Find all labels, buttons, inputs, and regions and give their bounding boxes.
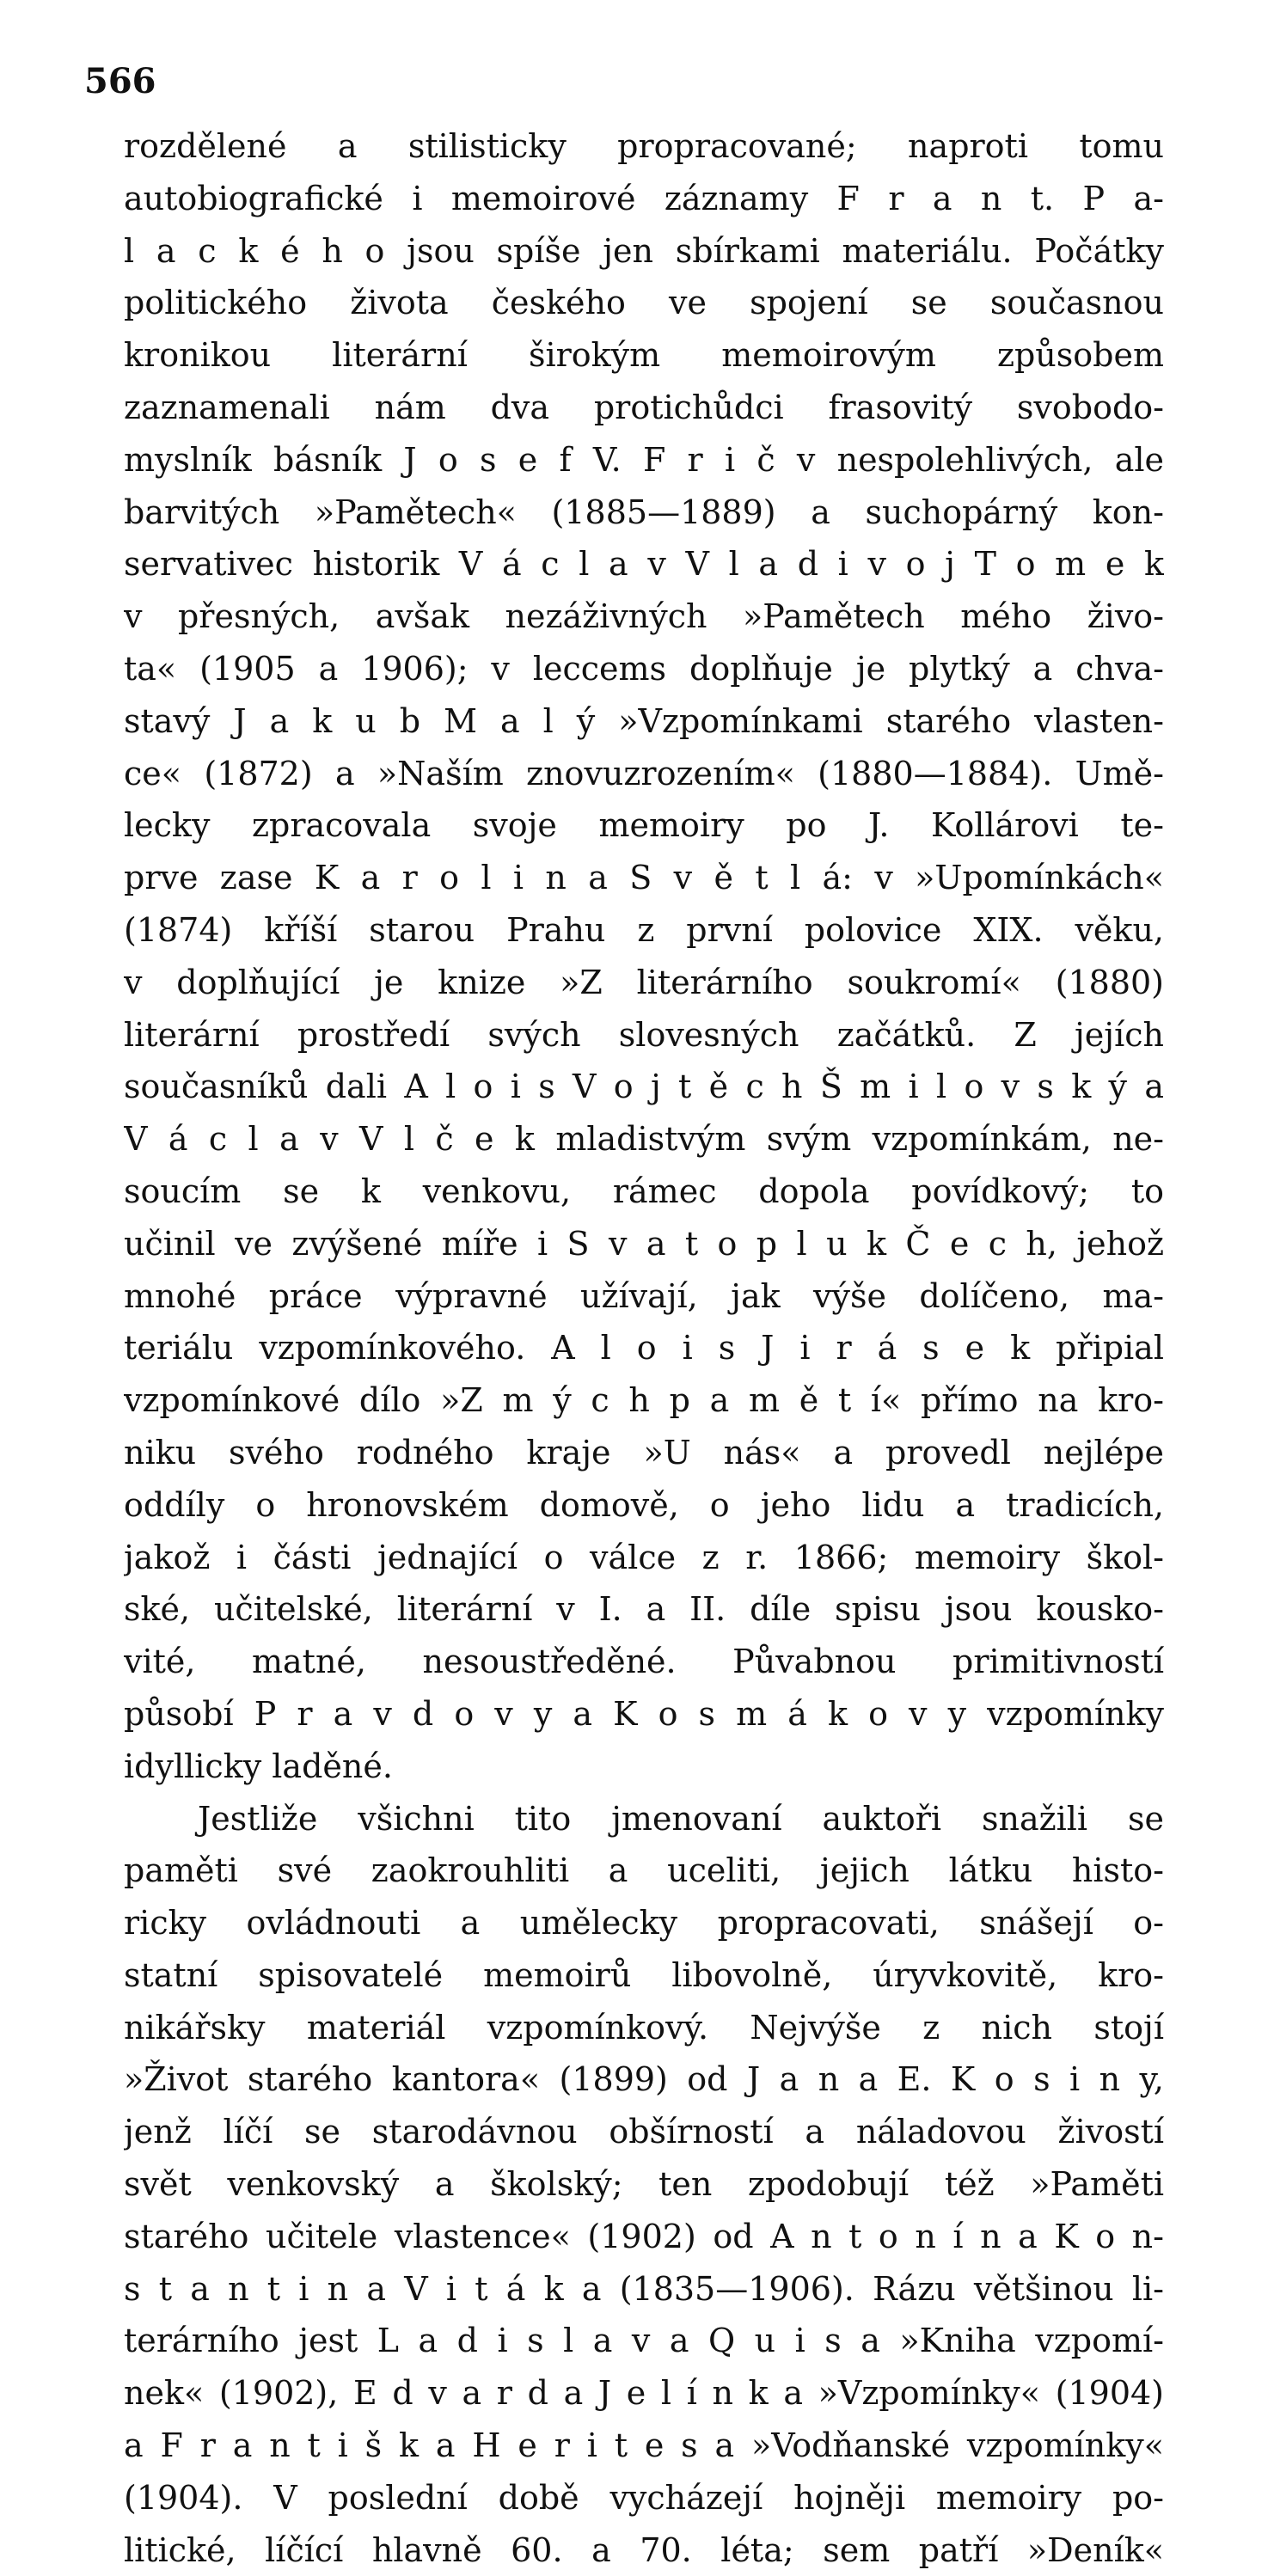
text-line: svět venkovský a školský; ten zpodobují též »Paměti [124, 2165, 1164, 2204]
text-line: vzpomínkové dílo »Z m ý c h p a m ě t í« přímo na kro- [124, 1381, 1164, 1420]
text-line: vité, matné, nesoustředěné. Půvabnou primitivností [124, 1643, 1164, 1681]
text-line: prve zase K a r o l i n a S v ě t l á: v »Upomínkách« [124, 859, 1164, 897]
text-line: oddíly o hronovském domově, o jeho lidu a tradicích, [124, 1485, 1164, 1524]
text-line: paměti své zaokrouhliti a uceliti, jejich látku histo- [124, 1851, 1164, 1890]
text-line: (1904). V poslední době vycházejí hojněji memoiry po- [124, 2478, 1164, 2517]
text-line: zaznamenali nám dva protichůdci frasovitý svobodo- [124, 388, 1164, 426]
text-line: a F r a n t i š k a H e r i t e s a »Vodňanské vzpomínky« [124, 2426, 1164, 2465]
text-line: terárního jest L a d i s l a v a Q u i s a »Kniha vzpomí- [124, 2322, 1164, 2360]
text-line: ské, učitelské, literární v I. a II. díle spisu jsou kousko- [124, 1590, 1164, 1629]
text-line: nikářsky materiál vzpomínkový. Nejvýše z nich stojí [124, 2008, 1164, 2047]
text-line: v přesných, avšak nezáživných »Pamětech mého živo- [124, 597, 1164, 636]
text-line: niku svého rodného kraje »U nás« a provedl nejlépe [124, 1433, 1164, 1472]
text-line: Jestliže všichni tito jmenovaní auktoři snažili se [198, 1799, 1164, 1838]
text-line: »Život starého kantora« (1899) od J a n a E. K o s i n y, [124, 2060, 1164, 2099]
text-line: s t a n t i n a V i t á k a (1835—1906). Rázu většinou li- [124, 2269, 1164, 2308]
text-line: jenž líčí se starodávnou obšírností a náladovou živostí [124, 2113, 1164, 2151]
text-line: učinil ve zvýšené míře i S v a t o p l u k Č e c h, jehož [124, 1224, 1164, 1263]
text-line: stavý J a k u b M a l ý »Vzpomínkami starého vlasten- [124, 701, 1164, 740]
text-line: (1874) kříší starou Prahu z první polovice XIX. věku, [124, 910, 1164, 949]
text-line: ta« (1905 a 1906); v leccems doplňuje je plytký a chva- [124, 649, 1164, 688]
text-line: jakož i části jednající o válce z r. 1866; memoiry škol- [124, 1538, 1164, 1576]
text-line: literární prostředí svých slovesných začátků. Z jejích [124, 1015, 1164, 1054]
text-line: lecky zpracovala svoje memoiry po J. Kollárovi te- [124, 806, 1164, 845]
text-line: mnohé práce výpravné užívají, jak výše dolíčeno, ma- [124, 1276, 1164, 1315]
text-line: současníků dali A l o i s V o j t ě c h Š m i l o v s k ý a [124, 1068, 1164, 1106]
text-line: kronikou literární širokým memoirovým způsobem [124, 336, 1164, 375]
body-text [124, 120, 1164, 2576]
text-line: soucím se k venkovu, rámec dopola povídkový; to [124, 1172, 1164, 1210]
text-line: nek« (1902), E d v a r d a J e l í n k a »Vzpomínky« (1904) [124, 2374, 1164, 2413]
text-line: l a c k é h o jsou spíše jen sbírkami materiálu. Počátky [124, 231, 1164, 270]
text-line: idyllicky laděné. [124, 1747, 393, 1785]
text-line: barvitých »Pamětech« (1885—1889) a suchopárný kon- [124, 493, 1164, 531]
text-line: v doplňující je knize »Z literárního soukromí« (1880) [124, 963, 1164, 1001]
text-line: teriálu vzpomínkového. A l o i s J i r á s e k připial [124, 1329, 1164, 1368]
text-line: politického života českého ve spojení se současnou [124, 284, 1164, 322]
text-line: ricky ovládnouti a umělecky propracovati, snášejí o- [124, 1904, 1164, 1943]
text-line: V á c l a v V l č e k mladistvým svým vzpomínkám, ne- [124, 1120, 1164, 1159]
text-line: autobiografické i memoirové záznamy F r a n t. P a- [124, 179, 1164, 217]
text-line: myslník básník J o s e f V. F r i č v nespolehlivých, ale [124, 440, 1164, 479]
text-line: působí P r a v d o v y a K o s m á k o v y vzpomínky [124, 1694, 1164, 1733]
text-line: rozdělené a stilisticky propracované; naproti tomu [124, 127, 1164, 165]
text-line: ce« (1872) a »Naším znovuzrozením« (1880—1884). Umě- [124, 754, 1164, 792]
page-number: 566 [84, 61, 156, 101]
text-line: litické, líčící hlavně 60. a 70. léta; sem patří »Deník« [124, 2530, 1164, 2569]
text-line: starého učitele vlastence« (1902) od A n t o n í n a K o n- [124, 2217, 1164, 2255]
text-line: servativec historik V á c l a v V l a d i v o j T o m e k [124, 545, 1164, 584]
text-line: statní spisovatelé memoirů libovolně, úryvkovitě, kro- [124, 1955, 1164, 1994]
